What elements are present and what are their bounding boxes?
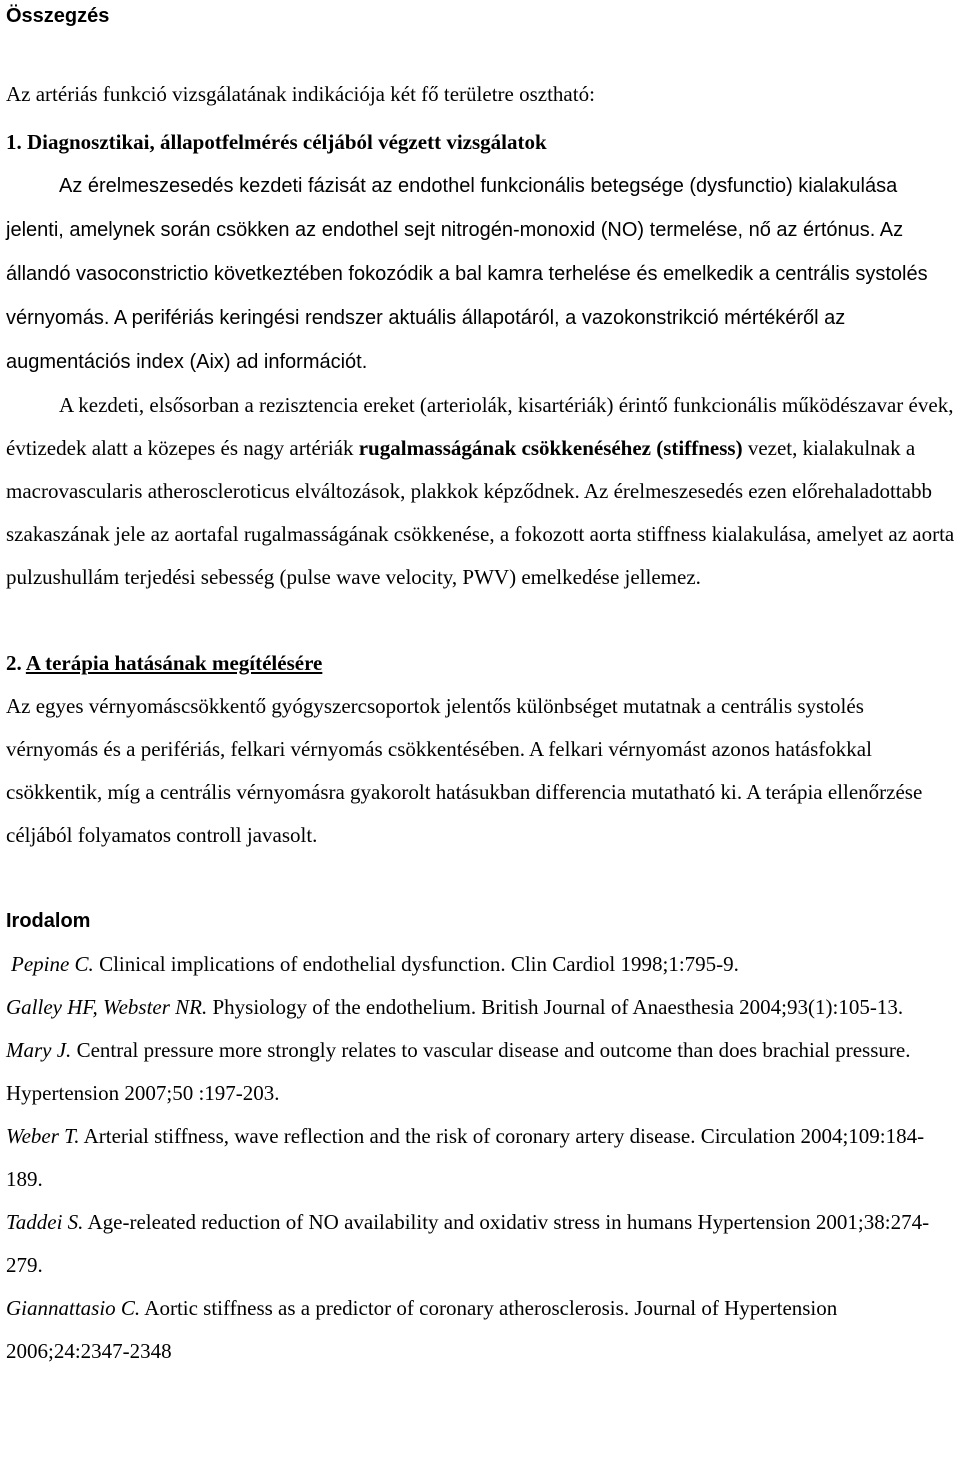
reference-text: Age-releated reduction of NO availability and oxidativ stress in humans Hypertension 2001;38:274-279. bbox=[6, 1210, 930, 1277]
reference-text: Central pressure more strongly relates to vascular disease and outcome than does brachial pressure. Hypertension 2007;50 :197-203. bbox=[6, 1038, 911, 1105]
section2-paragraph: Az egyes vérnyomáscsökkentő gyógyszercsoportok jelentős különbséget mutatnak a centrális systolés vérnyomás és a perifériás, felkari vérnyomás csökkentésében. A felkari vérnyomást azonos hatásfokkal csökkentik, míg a centrális vérnyomásra gyakorolt hatásukban differencia mutatható ki. A terápia ellenőrzése céljából folyamatos controll javasolt. bbox=[6, 694, 923, 847]
reference-text: Aortic stiffness as a predictor of coronary atherosclerosis. Journal of Hypertension 2006;24:2347-2348 bbox=[6, 1296, 838, 1363]
section2-number: 2. bbox=[6, 651, 22, 675]
section1-p1-part-a: Az érelmeszesedés kezdeti fázisát az endothel funkcionális betegsége (dysfunctio) kialakulása jelenti, amelynek során csökken az endothel sejt nitrogén-monoxid (NO) termelése, nő az értónus. bbox=[6, 175, 898, 241]
reference-author: Weber T. bbox=[6, 1124, 80, 1148]
section1-paragraph2 bbox=[6, 384, 956, 599]
reference-text: Arterial stiffness, wave reflection and the risk of coronary artery disease. Circulation 2004;109:184-189. bbox=[6, 1124, 925, 1191]
reference-author: Giannattasio C. bbox=[6, 1296, 141, 1320]
section1-p2-part-b: vezet, kialakulnak a macrovascularis atheroscleroticus elváltozások, plakkok képződnek. Az érelmeszesedés ezen előrehaladottabb szakaszának jele az aortafal rugalmasságának csökkenése, a fokozott aorta stiffness kialakulása, amelyet az aorta pulzushullám terjedési sebesség (pulse wave velocity, PWV) emelkedése jellemez. bbox=[6, 436, 955, 589]
reference-item bbox=[6, 1029, 956, 1115]
reference-author: Taddei S. bbox=[6, 1210, 84, 1234]
document-page bbox=[6, 0, 956, 1373]
reference-item bbox=[6, 1115, 956, 1201]
references-list bbox=[6, 943, 956, 1373]
section1-p2-bold: rugalmasságának csökkenéséhez (stiffness) bbox=[358, 436, 743, 460]
reference-item bbox=[6, 1287, 956, 1373]
references-title: Irodalom bbox=[6, 910, 91, 932]
reference-author: Galley HF, Webster NR. bbox=[6, 995, 208, 1019]
section1-p1-part-c: A perifériás keringési rendszer aktuális állapotáról, a vazokonstrikció mértékéről az augmentációs index (Aix) ad információt. bbox=[6, 307, 846, 373]
section2-title: A terápia hatásának megítélésére bbox=[25, 651, 323, 675]
section1-p2-part-a: A kezdeti, elsősorban a rezisztencia ereket (arteriolák, kisartériák) érintő funkcionális működészavar évek, évtizedek alatt a közepes és nagy artériák bbox=[6, 393, 954, 460]
summary-title: Összegzés bbox=[6, 5, 110, 27]
reference-text: Clinical implications of endothelial dysfunction. Clin Cardiol 1998;1:795-9. bbox=[93, 952, 739, 976]
reference-author: Pepine C. bbox=[11, 952, 94, 976]
summary-intro: Az artériás funkció vizsgálatának indikációja két fő területre osztható: bbox=[6, 82, 595, 106]
section1-paragraph1 bbox=[6, 164, 956, 384]
reference-text: Physiology of the endothelium. British Journal of Anaesthesia 2004;93(1):105-13. bbox=[207, 995, 904, 1019]
section2-heading bbox=[6, 642, 956, 685]
reference-item bbox=[6, 943, 956, 986]
section1-p1-part-b: Az állandó vasoconstrictio következtében fokozódik a bal kamra terhelése és emelkedik a centrális systolés vérnyomás. bbox=[6, 219, 928, 329]
reference-item bbox=[6, 1201, 956, 1287]
section1-heading: 1. Diagnosztikai, állapotfelmérés céljából végzett vizsgálatok bbox=[6, 130, 547, 154]
reference-author: Mary J. bbox=[6, 1038, 72, 1062]
reference-item bbox=[6, 986, 956, 1029]
